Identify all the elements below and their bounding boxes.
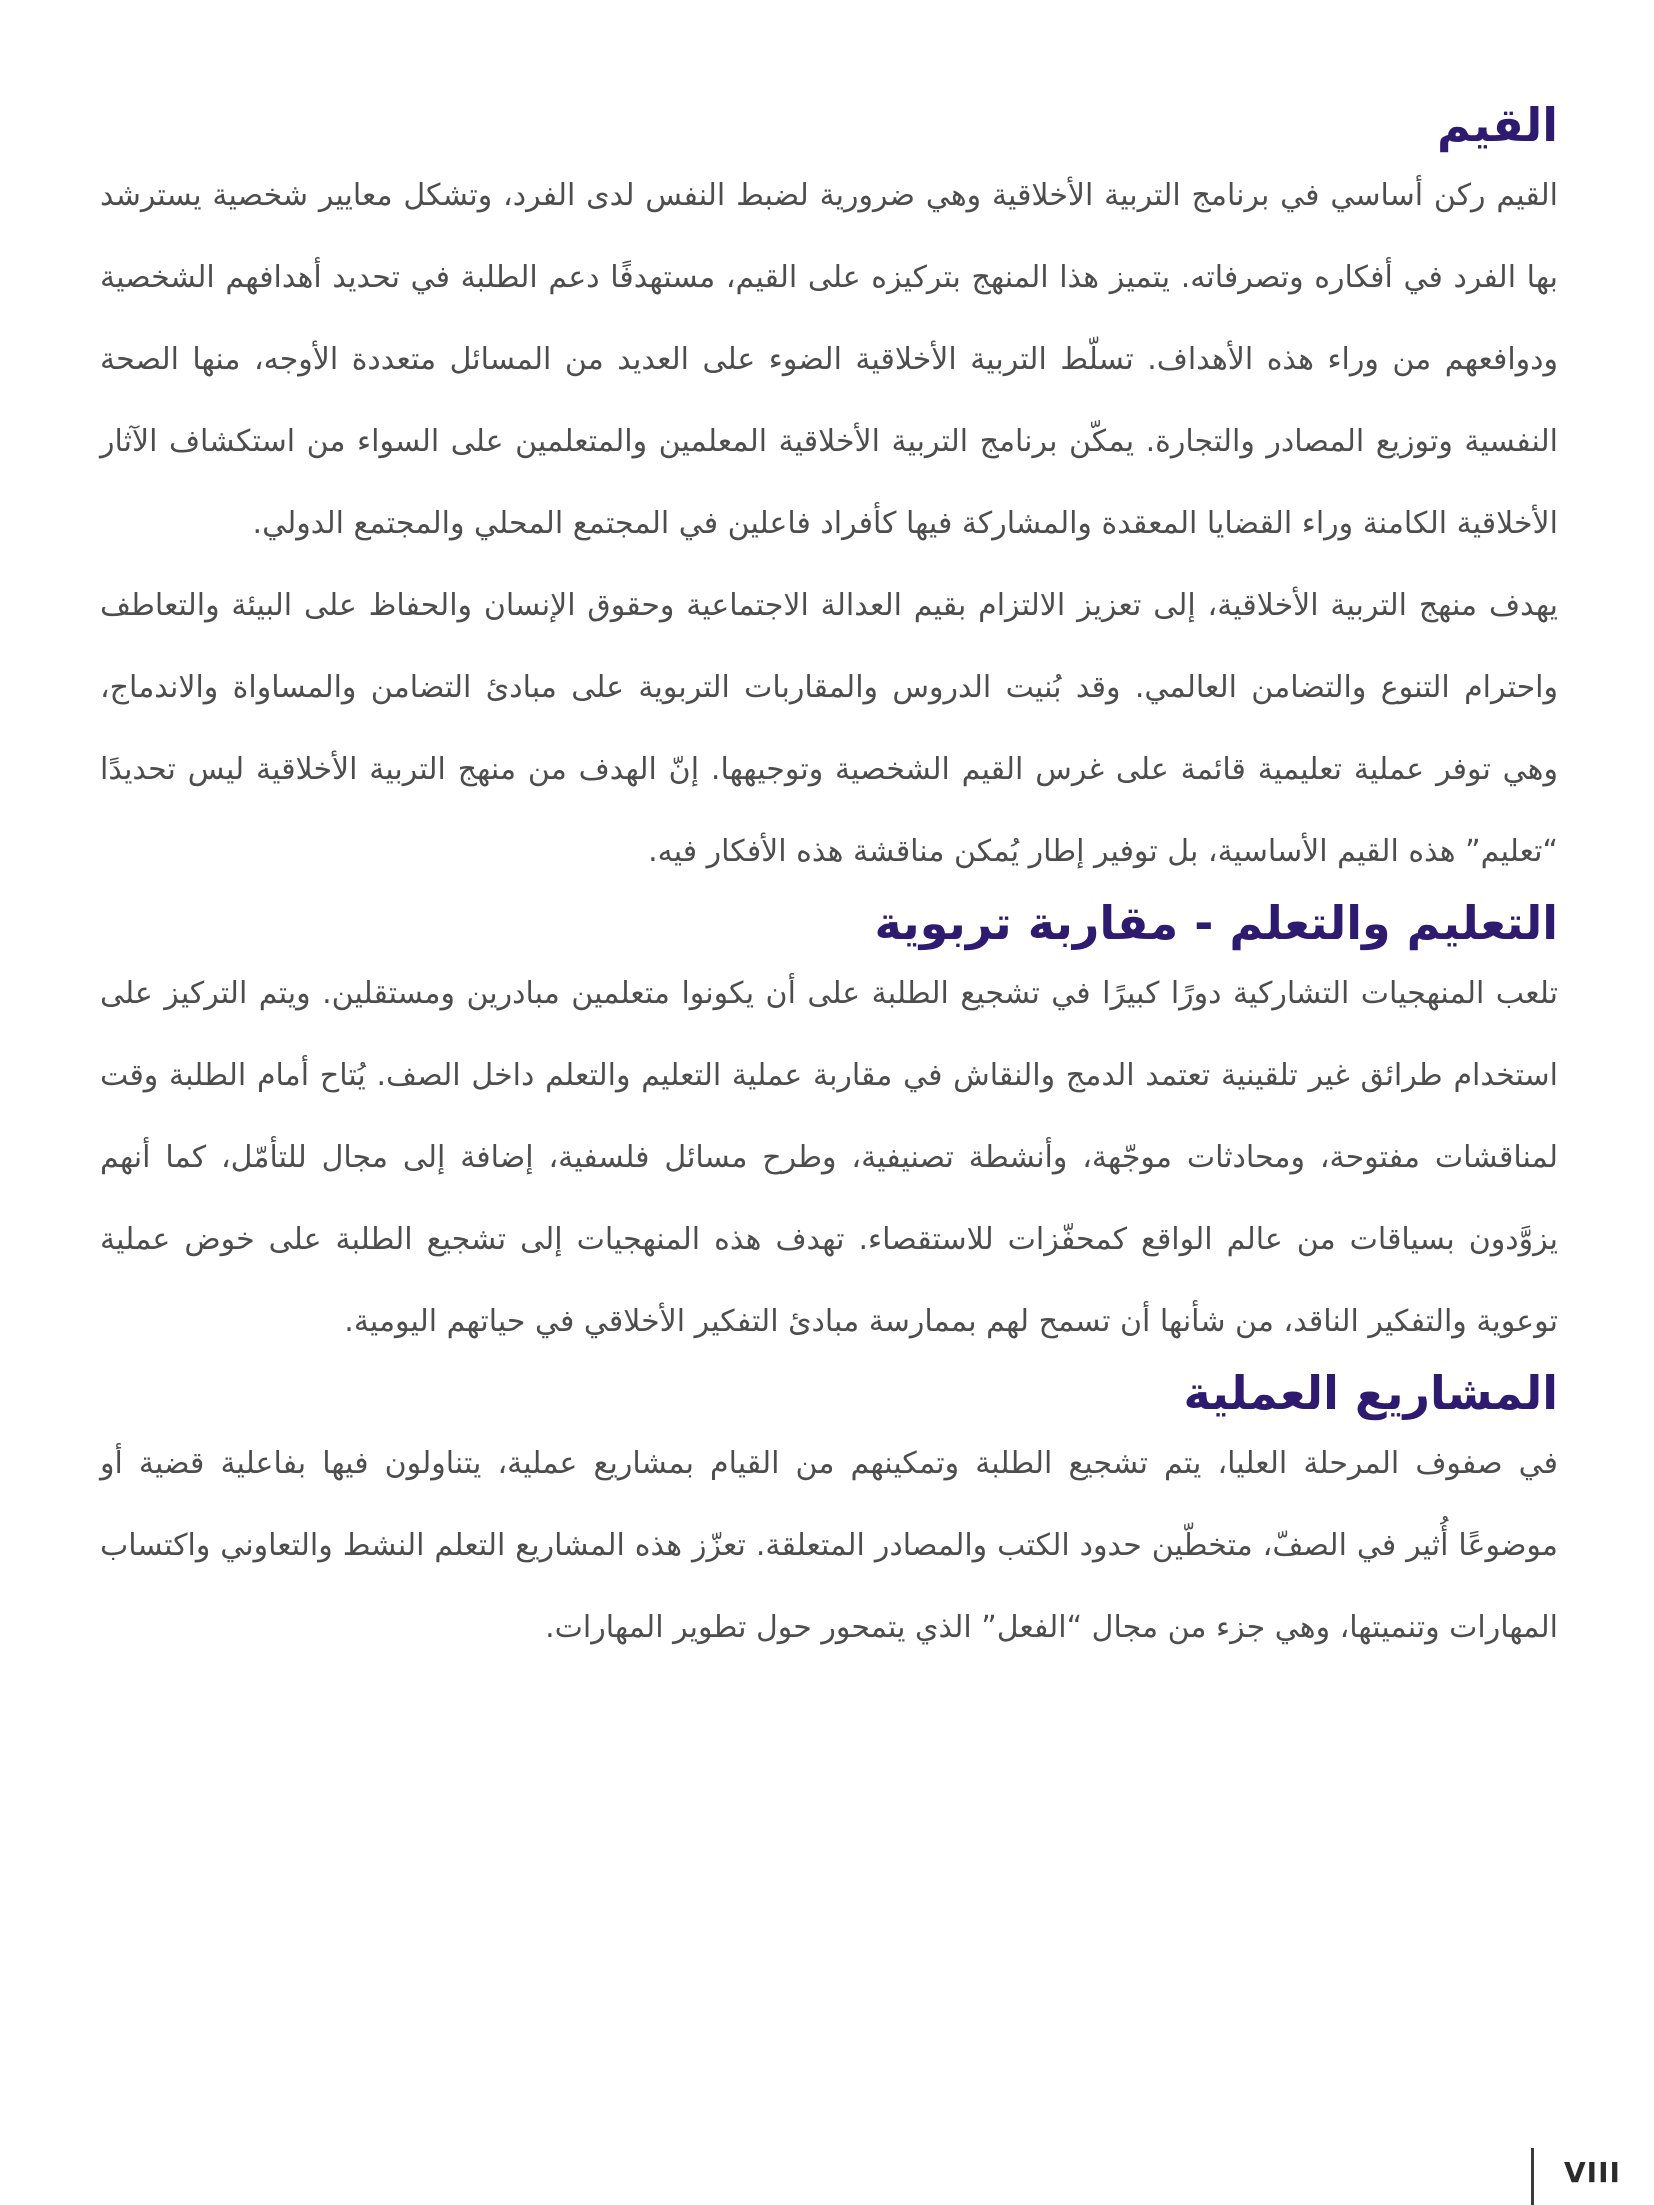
section-heading-practical-projects: المشاريع العملية	[1183, 1366, 1558, 1420]
paragraph-values-1: القيم ركن أساسي في برنامج التربية الأخلاقية وهي ضرورية لضبط النفس لدى الفرد، وتشكل معايير شخصية يسترشد بها الفرد في أفكاره وتصرفاته. يتميز هذا المنهج بتركيزه على القيم، مستهدفًا دعم الطلبة في تحديد أهدافهم الشخصية ودوافعهم من وراء هذه الأهداف. تسلّط التربية الأخلاقية الضوء على العديد من المسائل متعددة الأوجه، منها الصحة النفسية وتوزيع المصادر والتجارة. يمكّن برنامج التربية الأخلاقية المعلمين والمتعلمين على السواء من استكشاف الآثار الأخلاقية الكامنة وراء القضايا المعقدة والمشاركة فيها كأفراد فاعلين في المجتمع المحلي والمجتمع الدولي.	[100, 178, 1558, 541]
paragraph-teaching-learning-1: تلعب المنهجيات التشاركية دورًا كبيرًا في تشجيع الطلبة على أن يكونوا متعلمين مبادرين ومستقلين. ويتم التركيز على استخدام طرائق غير تلقينية تعتمد الدمج والنقاش في مقاربة عملية التعليم والتعلم داخل الصف. يُتاح أمام الطلبة وقت لمناقشات مفتوحة، ومحادثات موجّهة، وأنشطة تصنيفية، وطرح مسائل فلسفية، إضافة إلى مجال للتأمّل، كما أنهم يزوَّدون بسياقات من عالم الواقع كمحفّزات للاستقصاء. تهدف هذه المنهجيات إلى تشجيع الطلبة على خوض عملية توعوية والتفكير الناقد، من شأنها أن تسمح لهم بممارسة مبادئ التفكير الأخلاقي في حياتهم اليومية.	[100, 976, 1558, 1339]
paragraph-practical-projects-1: في صفوف المرحلة العليا، يتم تشجيع الطلبة وتمكينهم من القيام بمشاريع عملية، يتناولون فيها بفاعلية قضية أو موضوعًا أُثير في الصفّ، متخطّين حدود الكتب والمصادر المتعلقة. تعزّز هذه المشاريع التعلم النشط والتعاوني واكتساب المهارات وتنميتها، وهي جزء من مجال “الفعل” الذي يتمحور حول تطوير المهارات.	[100, 1446, 1558, 1645]
footer-divider	[1531, 2148, 1534, 2205]
section-heading-values: القيم	[1437, 98, 1558, 152]
section-practical-projects	[100, 1363, 1558, 1669]
page-content	[100, 95, 1558, 1669]
section-teaching-learning	[100, 893, 1558, 1363]
section-values	[100, 95, 1558, 893]
page-number: VIII	[1564, 2156, 1621, 2189]
paragraph-values-2: يهدف منهج التربية الأخلاقية، إلى تعزيز الالتزام بقيم العدالة الاجتماعية وحقوق الإنسان والحفاظ على البيئة والتعاطف واحترام التنوع والتضامن العالمي. وقد بُنيت الدروس والمقاربات التربوية على مبادئ التضامن والمساواة والاندماج، وهي توفر عملية تعليمية قائمة على غرس القيم الشخصية وتوجيهها. إنّ الهدف من منهج التربية الأخلاقية ليس تحديدًا “تعليم” هذه القيم الأساسية، بل توفير إطار يُمكن مناقشة هذه الأفكار فيه.	[100, 588, 1558, 869]
section-heading-teaching-learning: التعليم والتعلم - مقاربة تربوية	[874, 896, 1558, 950]
